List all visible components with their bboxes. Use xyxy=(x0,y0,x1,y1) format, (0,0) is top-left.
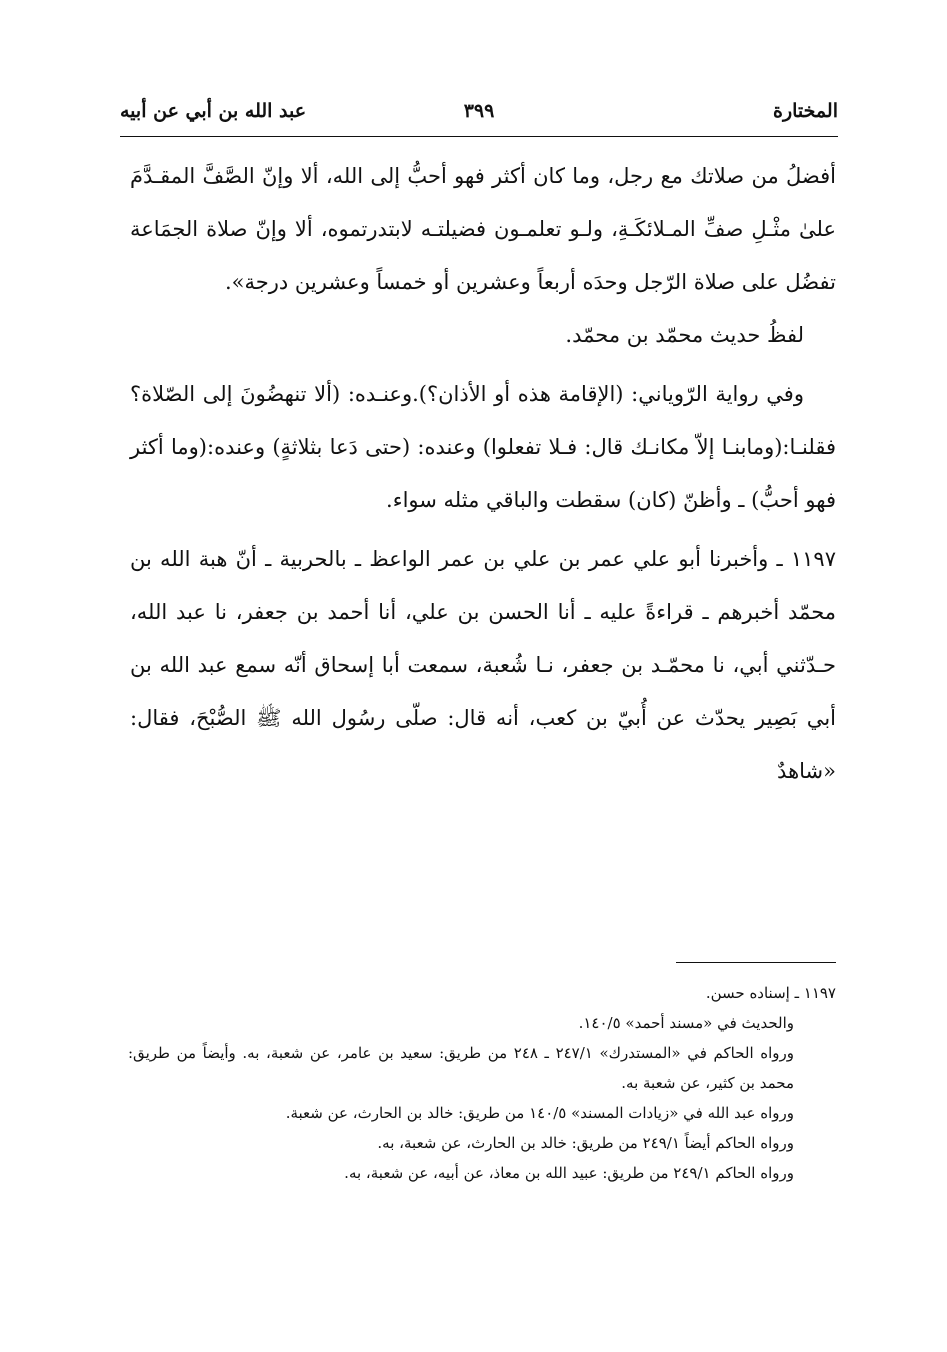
section-title: عبد الله بن أبي عن أبيه xyxy=(120,100,307,122)
footnote-mustadrak: ورواه الحاكم في «المستدرك» ٢٤٧/١ ـ ٢٤٨ من طريق: سعيد بن عامر، عن شعبة، به. وأيضاً من طريق: محمد بن كثير، عن شعبة به. xyxy=(128,1044,794,1092)
book-title: المختارة xyxy=(773,100,838,122)
footnote-rule xyxy=(676,962,836,963)
paragraph-hadith-1197: ١١٩٧ ـ وأخبرنا أبو علي عمر بن علي بن عمر الواعظ ـ بالحربية ـ أنّ هبة الله بن محمّد أخبرهم ـ قراءةً عليه ـ أنا الحسن بن علي، أنا أحمد بن جعفر، نا عبد الله، حـدّثني أبي، نا محمّـد بن جعفر، نـا شُعبة، سمعت أبا إسحاق أنّه سمع عبد الله بن أبي بَصِير يحدّث عن أُبيّ بن كعب، أنه قال: صلّى رسُول الله ﷺ الصُّبْحَ، فقال: «شاهدٌ xyxy=(130,547,836,783)
paragraph-hadith-continuation: أفضلُ من صلاتك مع رجل، وما كان أكثر فهو أحبُّ إلى الله، ألا وإنّ الصَّفَّ المقـدَّمَ علىٰ مثْـلِ صفِّ المـلائكَـةِ، ولـو تعلمـون فضيلتـه لابتدرتموه، ألا وإنّ صلاة الجمَاعة تفضُل على صلاة الرّجل وحدَه أربعاً وعشرين أو خمساً وعشرين درجة». xyxy=(130,164,836,294)
main-text xyxy=(130,150,836,798)
footnote-1197-grading: ١١٩٧ ـ إسناده حسن. xyxy=(705,984,836,1002)
footnote-hakim-khalid: ورواه الحاكم أيضاً ٢٤٩/١ من طريق: خالد بن الحارث، عن شعبة، به. xyxy=(377,1134,794,1152)
paragraph-wording-note: لفظُ حديث محمّد بن محمّد. xyxy=(565,323,804,347)
footnotes xyxy=(128,978,836,1188)
footnote-zawaid-musnad: ورواه عبد الله في «زيادات المسند» ١٤٠/٥ من طريق: خالد بن الحارث، عن شعبة. xyxy=(285,1104,794,1122)
paragraph-ruyani-variant: وفي رواية الرّوياني: (الإقامة هذه أو الأذان؟).وعنـده: (ألا تنهضُونَ إلى الصّلاة؟ فقلنـا:(ومابنـا إلاّ مكانـك قال: فـلا تفعلوا) وعنده: (حتى دَعا بثلاثةٍ) وعنده:(وما أكثر فهو أحبُّ) ـ وأظنّ (كان) سقطت والباقي مثله سواء. xyxy=(130,382,836,512)
footnote-musnad-ahmad: والحديث في «مسند أحمد» ١٤٠/٥. xyxy=(578,1014,794,1032)
footnote-hakim-ubaydullah: ورواه الحاكم ٢٤٩/١ من طريق: عبيد الله بن معاذ، عن أبيه، عن شعبة، به. xyxy=(344,1164,794,1182)
page-number: ٣٩٩ xyxy=(463,100,495,122)
header-rule xyxy=(120,136,838,137)
running-header xyxy=(120,96,838,132)
